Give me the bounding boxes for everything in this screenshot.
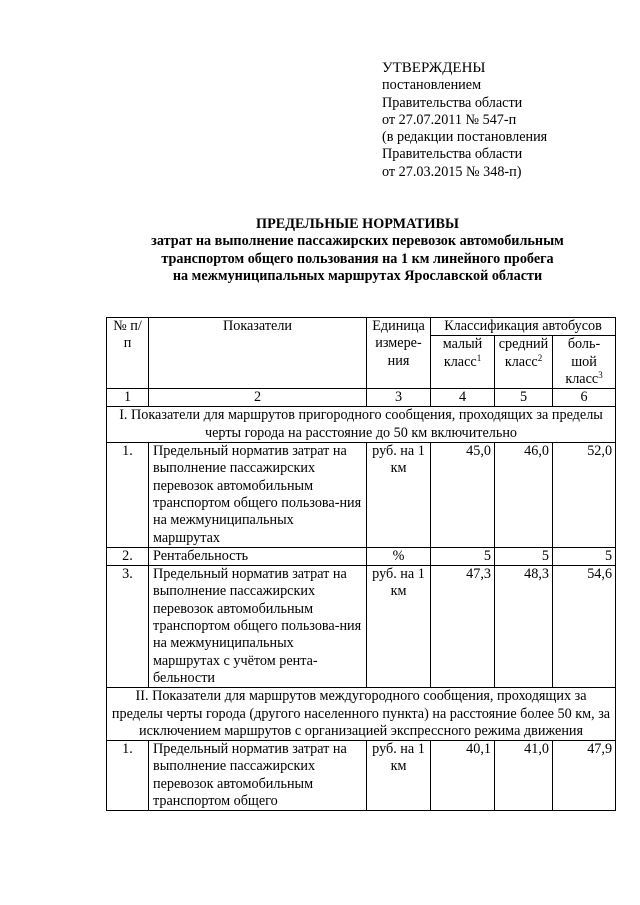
- header-large: [553, 336, 616, 389]
- table-row: [107, 443, 616, 548]
- row-indicator: Предельный норматив затрат на выполнение пассажирских перевозок автомобильным транспортом общего пользова-ния на межмуниципальных маршрутах с учётом рента-бельности: [149, 566, 367, 688]
- column-number: 5: [495, 389, 553, 407]
- footnote-marker: 1: [476, 352, 482, 363]
- header-num: № п/п: [107, 318, 149, 389]
- header-indicator: Показатели: [149, 318, 367, 389]
- table-row: [107, 741, 616, 811]
- column-number-row: [107, 389, 616, 407]
- row-unit: руб. на 1 км: [367, 443, 431, 548]
- document-title-line: на межмуниципальных маршрутах Ярославской области: [172, 268, 543, 285]
- row-value-small: 45,0: [431, 443, 495, 548]
- row-unit: руб. на 1 км: [367, 566, 431, 688]
- table-row: [107, 547, 616, 565]
- footnote-marker: 3: [598, 369, 603, 380]
- document-title: [100, 216, 615, 286]
- document-title-main: ПРЕДЕЛЬНЫЕ НОРМАТИВЫ: [256, 216, 459, 232]
- row-value-small: 47,3: [431, 566, 495, 688]
- header-classification: Классификация автобусов: [431, 318, 616, 336]
- approval-line: постановлением: [382, 77, 482, 94]
- header-medium-label: средний класс: [498, 336, 549, 370]
- approval-line: Правительства области: [382, 94, 523, 111]
- section-title: I. Показатели для маршрутов пригородного сообщения, проходящих за пределы черты города на расстояние до 50 км включительно: [107, 407, 616, 443]
- column-number: 3: [367, 389, 431, 407]
- norms-table: [106, 317, 616, 811]
- approval-line: от 27.03.2015 № 348-п): [382, 163, 522, 180]
- row-value-small: 5: [431, 547, 495, 565]
- row-value-large: 54,6: [553, 566, 616, 688]
- table-header-row: [107, 318, 616, 336]
- approval-heading: УТВЕРЖДЕНЫ: [382, 60, 486, 76]
- row-value-medium: 46,0: [495, 443, 553, 548]
- row-value-large: 5: [553, 547, 616, 565]
- section-row: [107, 407, 616, 443]
- approval-stamp: [382, 60, 547, 181]
- row-value-small: 40,1: [431, 741, 495, 811]
- section-title: II. Показатели для маршрутов междугородного сообщения, проходящих за пределы черты города (другого населенного пункта) на расстояние более 50 км, за исключением маршрутов с организацией экспрессного режима движения: [107, 688, 616, 741]
- row-num: 2.: [107, 547, 149, 565]
- row-indicator: Предельный норматив затрат на выполнение пассажирских перевозок автомобильным транспортом общего пользова-ния на межмуниципальных маршрутах: [149, 443, 367, 548]
- approval-line: (в редакции постановления: [382, 129, 548, 146]
- row-unit: руб. на 1 км: [367, 741, 431, 811]
- row-num: 3.: [107, 566, 149, 688]
- approval-line: Правительства области: [382, 146, 523, 163]
- section-row: [107, 688, 616, 741]
- column-number: 1: [107, 389, 149, 407]
- column-number: 6: [553, 389, 616, 407]
- row-unit: %: [367, 547, 431, 565]
- header-small-label: малый класс: [442, 336, 483, 370]
- column-number: 2: [149, 389, 367, 407]
- row-value-medium: 41,0: [495, 741, 553, 811]
- row-indicator: Предельный норматив затрат на выполнение пассажирских перевозок автомобильным транспортом общего: [149, 741, 367, 811]
- document-title-line: транспортом общего пользования на 1 км линейного пробега: [161, 250, 554, 267]
- row-value-large: 47,9: [553, 741, 616, 811]
- table-row: [107, 566, 616, 688]
- document-title-line: затрат на выполнение пассажирских перевозок автомобильным: [151, 233, 564, 250]
- row-num: 1.: [107, 741, 149, 811]
- header-unit: Единица измере-ния: [367, 318, 431, 389]
- row-value-large: 52,0: [553, 443, 616, 548]
- column-number: 4: [431, 389, 495, 407]
- header-large-label: боль-шой класс: [565, 336, 601, 387]
- row-value-medium: 48,3: [495, 566, 553, 688]
- row-indicator: Рентабельность: [149, 547, 367, 565]
- header-small: [431, 336, 495, 389]
- header-medium: [495, 336, 553, 389]
- approval-line: от 27.07.2011 № 547-п: [382, 111, 517, 128]
- footnote-marker: 2: [537, 352, 543, 363]
- row-num: 1.: [107, 443, 149, 548]
- row-value-medium: 5: [495, 547, 553, 565]
